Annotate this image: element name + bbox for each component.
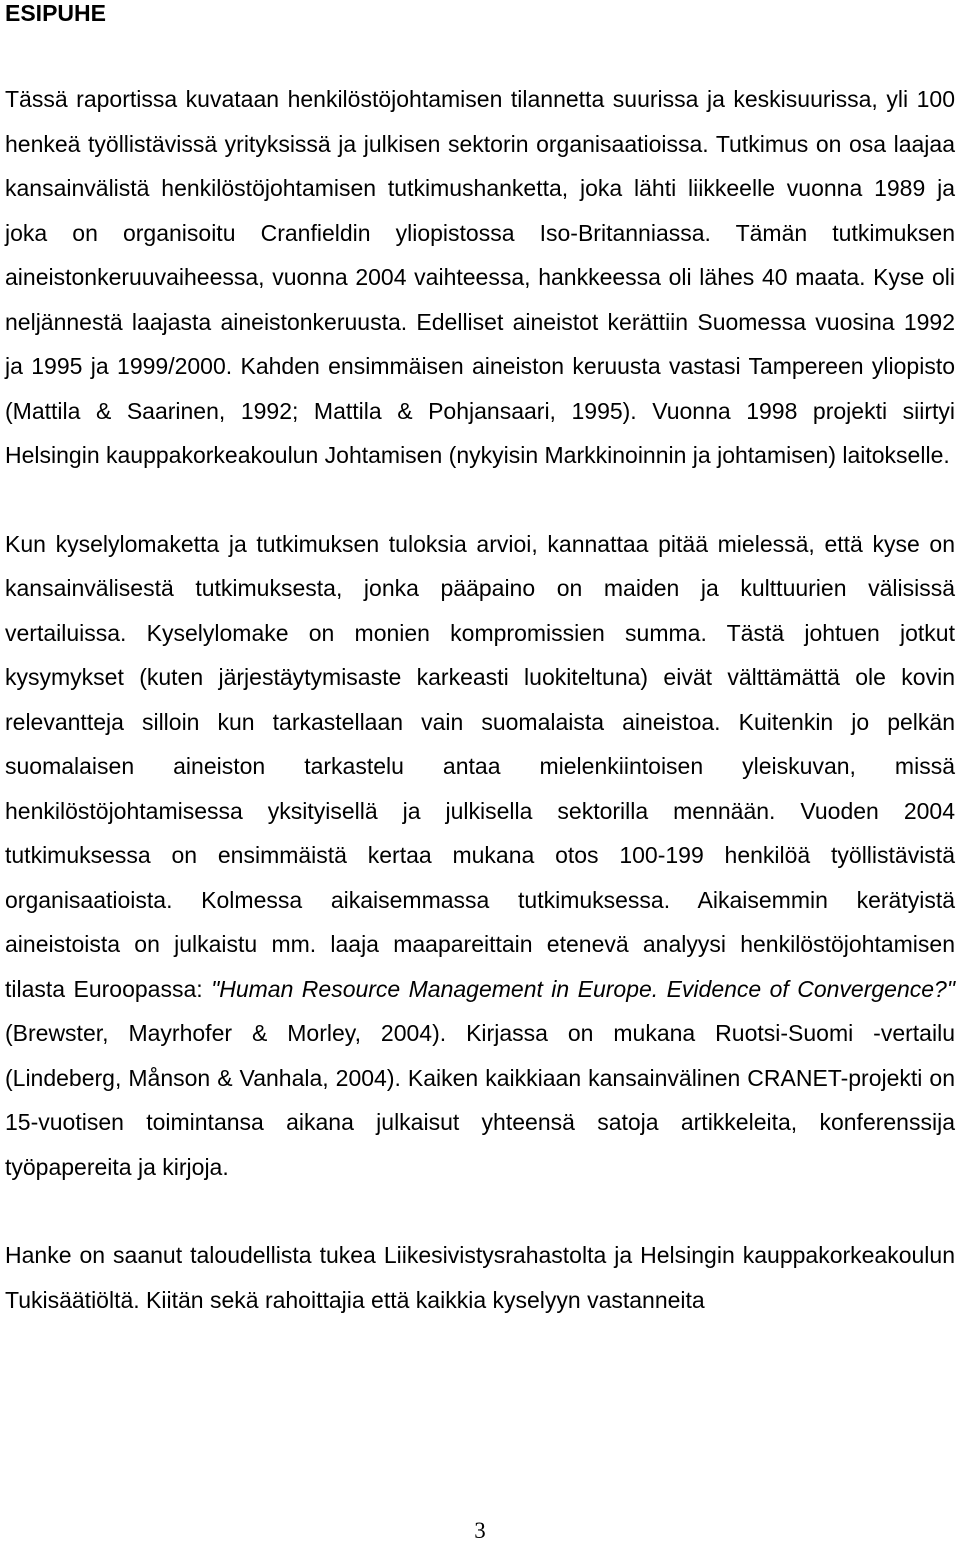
paragraph-2-end: (Brewster, Mayrhofer & Morley, 2004). Kirjassa on mukana Ruotsi-Suomi -vertailu (Lindeberg, Månson & Vanhala, 2004). Kaiken kaikkiaan kansainvälinen CRANET-projekti on 15-vuotisen toimintansa aikana julkaisut yhteensä satoja artikkeleita, konferenssija työpapereita ja kirjoja. <box>5 1020 955 1180</box>
paragraph-2-start: Kun kyselylomaketta ja tutkimuksen tuloksia arvioi, kannattaa pitää mielessä, että kyse on kansainvälisestä tutkimuksesta, jonka pääpaino on maiden ja kulttuurien välisissä vertailuissa. Kyselylomake on monien kompromissien summa. Tästä johtuen jotkut kysymykset (kuten järjestäytymisaste karkeasti luokiteltuna) eivät välttämättä ole kovin relevantteja silloin kun tarkastellaan vain suomalaista aineistoa. Kuitenkin jo pelkän suomalaisen aineiston tarkastelu antaa mielenkiintoisen yleiskuvan, missä henkilöstöjohtamisessa yksityisellä ja julkisella sektorilla mennään. Vuoden 2004 tutkimuksessa on ensimmäistä kertaa mukana otos 100-199 henkilöä työllistävistä organisaatioista. Kolmessa aikaisemmassa tutkimuksessa. Aikaisemmin kerätyistä aineistoista on julkaistu mm. laaja maapareittain etenevä analyysi henkilöstöjohtamisen tilasta Euroopassa: <box>5 530 955 1002</box>
document-page <box>5 0 955 1322</box>
book-title: "Human Resource Management in Europe. Evidence of Convergence?" <box>211 975 955 1002</box>
section-heading: ESIPUHE <box>5 0 106 26</box>
paragraph-3: Hanke on saanut taloudellista tukea Liikesivistysrahastolta ja Helsingin kauppakorkeakoulun Tukisäätiöltä. Kiitän sekä rahoittajia että kaikkia kyselyyn vastanneita <box>5 1242 955 1313</box>
page-number: 3 <box>474 1518 486 1543</box>
paragraph-1: Tässä raportissa kuvataan henkilöstöjohtamisen tilannetta suurissa ja keskisuurissa, yli 100 henkeä työllistävissä yrityksissä ja julkisen sektorin organisaatioissa. Tutkimus on osa laajaa kansainvälistä henkilöstöjohtamisen tutkimushanketta, joka lähti liikkeelle vuonna 1989 ja joka on organisoitu Cranfieldin yliopistossa Iso-Britanniassa. Tämän tutkimuksen aineistonkeruuvaiheessa, vuonna 2004 vaihteessa, hankkeessa oli lähes 40 maata. Kyse oli neljännestä laajasta aineistonkeruusta. Edelliset aineistot kerättiin Suomessa vuosina 1992 ja 1995 ja 1999/2000. Kahden ensimmäisen aineiston keruusta vastasi Tampereen yliopisto (Mattila & Saarinen, 1992; Mattila & Pohjansaari, 1995). Vuonna 1998 projekti siirtyi Helsingin kauppakorkeakoulun Johtamisen (nykyisin Markkinoinnin ja johtamisen) laitokselle. <box>5 86 955 468</box>
paragraph-2 <box>5 522 955 1190</box>
